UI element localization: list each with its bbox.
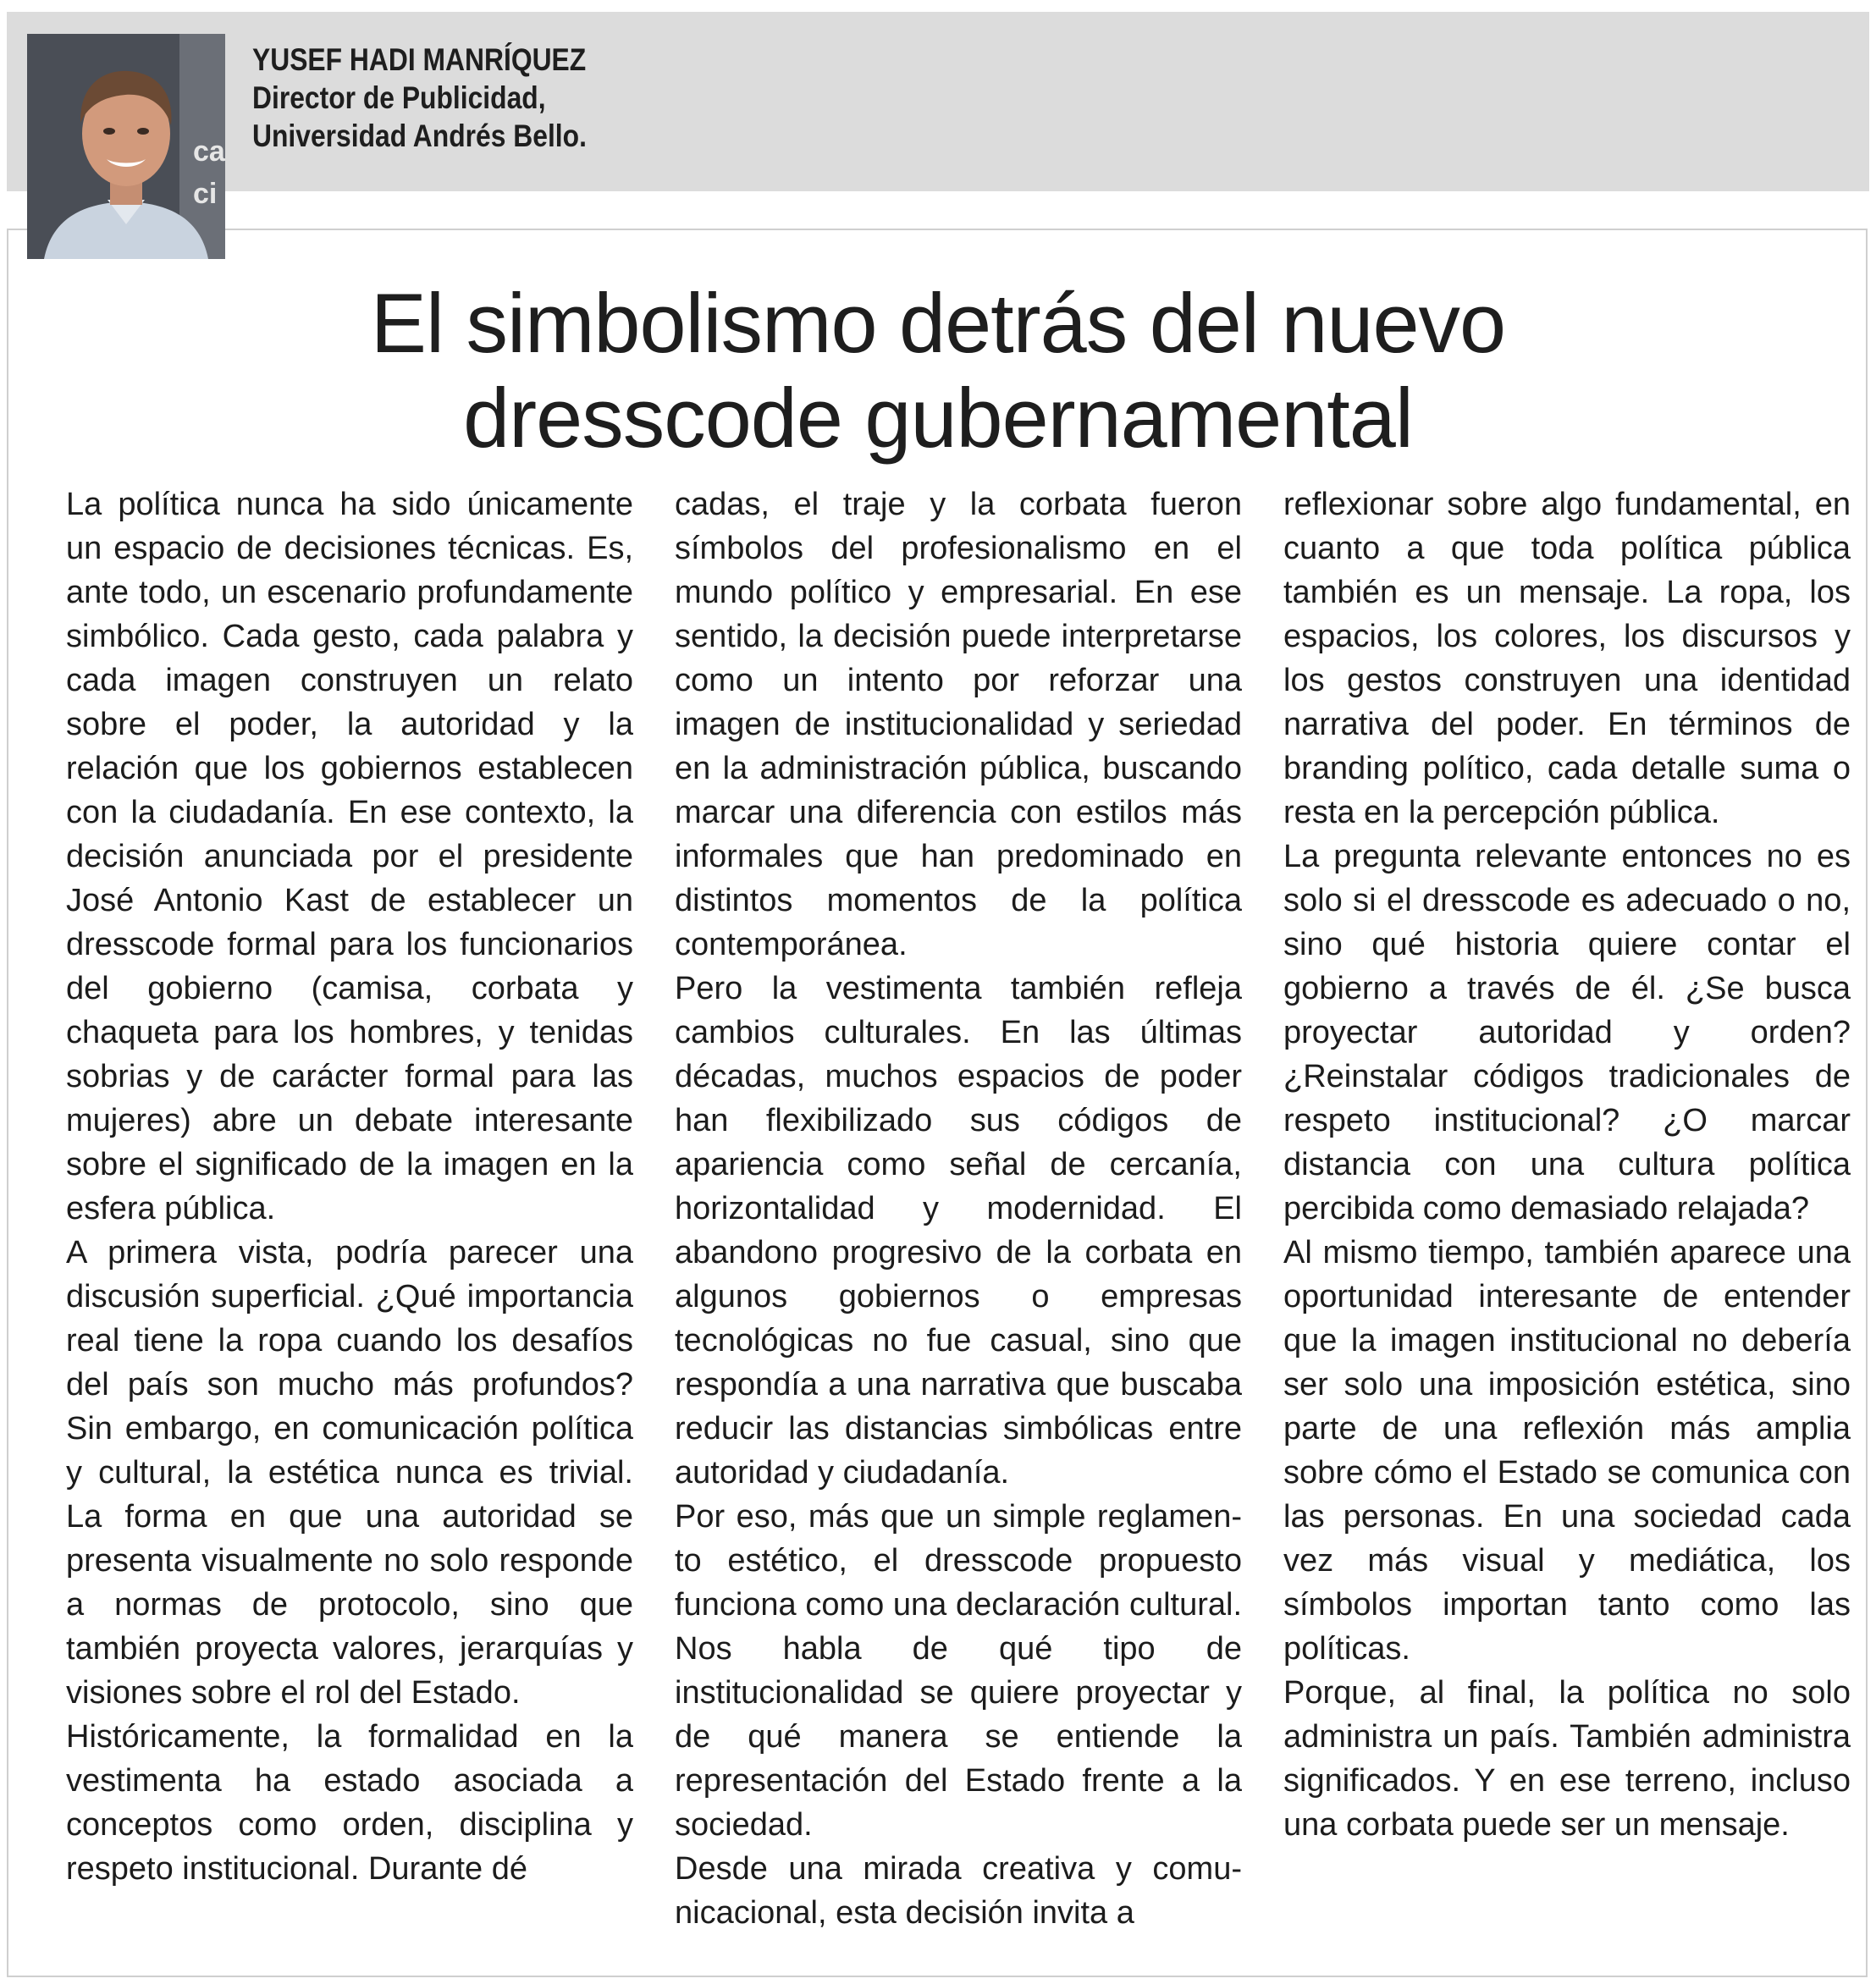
paragraph: A primera vista, podría parecer una discusión superficial. ¿Qué importancia real tiene la ropa cuando los desafíos del país son mucho más profundos? Sin embargo, en comunicación política y cultural, la estética nunca es trivial. La forma en que una autoridad se presenta visualmente no solo responde a normas de protocolo, sino que también proyecta valores, jerarquías y visiones sobre el rol del Estado. bbox=[66, 1235, 633, 1711]
svg-text:ca: ca bbox=[193, 135, 225, 168]
paragraph: La política nunca ha sido únicamente un espacio de decisiones técnicas. Es, ante todo, un escenario profundamente simbólico. Cada gesto, cada palabra y cada imagen construyen un relato sobre el poder, la autoridad y la relación que los gobiernos establecen con la ciudadanía. En ese contexto, la decisión anunciada por el presidente José Antonio Kast de establecer un dresscode formal para los funcionarios del gobierno (camisa, corbata y chaqueta para los hombres, y tenidas sobrias y de carácter formal para las mujeres) abre un debate interesante sobre el significado de la imagen en la esfera pública. bbox=[66, 487, 633, 1226]
author-name: YUSEF HADI MANRÍQUEZ bbox=[252, 42, 587, 77]
article-column-3 bbox=[1283, 482, 1851, 1847]
title-line-1: El simbolismo detrás del nuevo bbox=[370, 276, 1506, 370]
article-column-1 bbox=[66, 482, 633, 1891]
article-column-2 bbox=[675, 482, 1242, 1935]
author-portrait-icon bbox=[27, 34, 225, 259]
author-byline bbox=[252, 41, 587, 155]
svg-text:ci: ci bbox=[193, 178, 218, 210]
paragraph: Pero la vestimenta también refleja cambios culturales. En las últimas décadas, muchos espacios de poder han flexibilizado sus códigos de apariencia como señal de cercanía, horizontalidad y modernidad. El abandono progresivo de la corbata en algunos gobiernos o empresas tecnológicas no fue casual, sino que respondía a una narrativa que buscaba reducir las distancias simbólicas entre autoridad y ciudadanía. bbox=[675, 971, 1242, 1491]
author-photo bbox=[27, 34, 225, 259]
author-role: Director de Publicidad, bbox=[252, 80, 546, 115]
article-title bbox=[0, 276, 1876, 466]
paragraph: Por eso, más que un simple reglamento estético, el dresscode propuesto funciona como una declaración cultural. Nos habla de qué tipo de institucionalidad se quiere proyectar y de qué manera se entiende la representación del Estado frente a la sociedad. bbox=[675, 1499, 1242, 1843]
paragraph: Al mismo tiempo, también aparece una oportunidad interesante de entender que la imagen institucional no debería ser solo una imposición estética, sino parte de una reflexión más amplia sobre cómo el Estado se comunica con las personas. En una sociedad cada vez más visual y mediática, los símbolos importan tanto como las políticas. bbox=[1283, 1235, 1851, 1667]
paragraph: La pregunta relevante entonces no es solo si el dresscode es adecuado o no, sino qué historia quiere contar el gobierno a través de él. ¿Se busca proyectar autoridad y orden? ¿Reinstalar códigos tradicionales de respeto institucional? ¿O marcar distancia con una cultura política percibida como demasiado relajada? bbox=[1283, 839, 1851, 1226]
paragraph: Históricamente, la formalidad en la vestimenta ha estado asociada a conceptos como orden, disciplina y respeto institucional. Durante dé bbox=[66, 1719, 633, 1887]
paragraph: reflexionar sobre algo fundamental, en cuanto a que toda política pública también es un mensaje. La ropa, los espacios, los colores, los discursos y los gestos construyen una identidad narrativa del poder. En términos de branding político, cada detalle suma o resta en la percepción pública. bbox=[1283, 487, 1851, 830]
title-line-2: dresscode gubernamental bbox=[463, 371, 1413, 465]
paragraph: Porque, al final, la política no solo administra un país. También administra significados. Y en ese terreno, incluso una corbata puede ser un mensaje. bbox=[1283, 1675, 1851, 1843]
author-institution: Universidad Andrés Bello. bbox=[252, 118, 587, 153]
paragraph: cadas, el traje y la corbata fueron símbolos del profesionalismo en el mundo político y empresarial. En ese sentido, la decisión puede interpretarse como un intento por reforzar una imagen de institucionalidad y seriedad en la administración pública, buscando marcar una diferencia con estilos más informales que han predominado en distintos momentos de la política contemporánea. bbox=[675, 487, 1242, 962]
paragraph: Desde una mirada creativa y comunicacional, esta decisión invita a bbox=[675, 1851, 1242, 1931]
